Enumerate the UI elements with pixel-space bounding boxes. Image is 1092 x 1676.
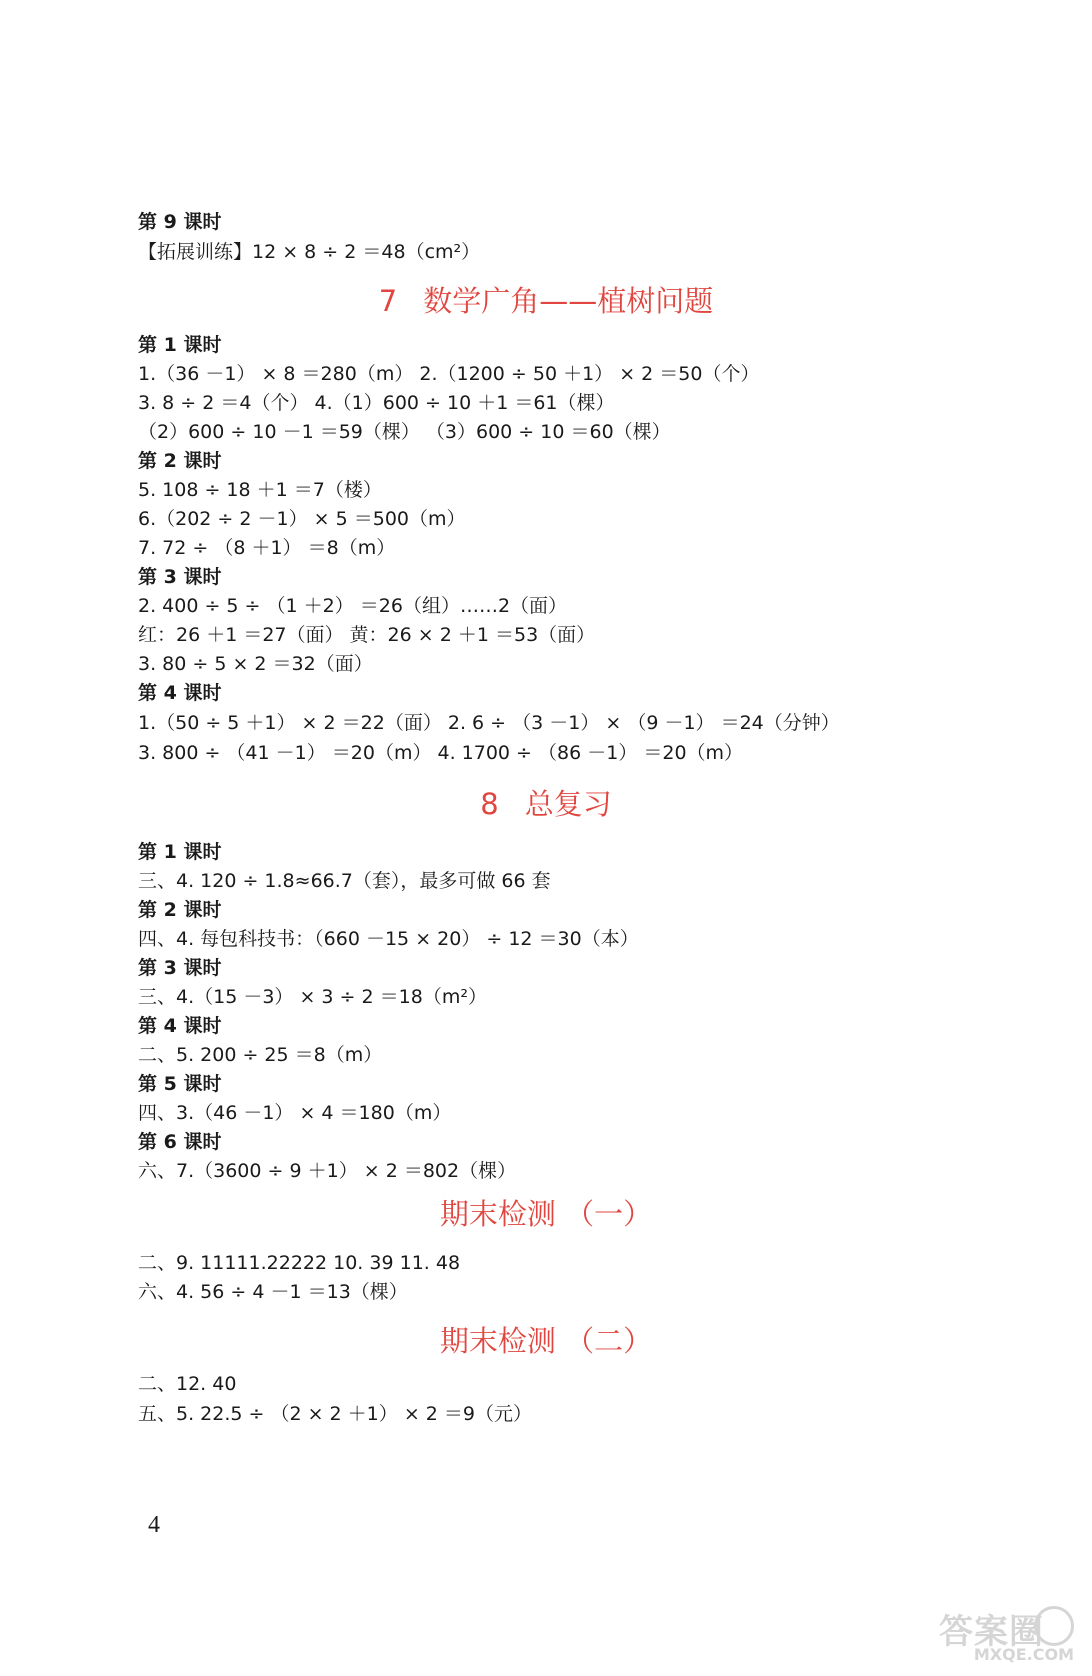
- s8-l4-line: 二、5. 200 ÷ 25 ＝8（m）: [138, 1044, 383, 1066]
- exam-2-heading: 期末检测 （二）: [439, 1324, 653, 1358]
- s7-l3-line-1: 2. 400 ÷ 5 ÷ （1 ＋2） ＝26（组）……2（面）: [138, 595, 568, 617]
- exam-1-line-2: 六、4. 56 ÷ 4 －1 ＝13（棵）: [138, 1281, 408, 1303]
- s8-lesson-3-title: 第 3 课时: [138, 957, 222, 979]
- exam-2-line-2: 五、5. 22.5 ÷ （2 × 2 ＋1） × 2 ＝9（元）: [138, 1403, 532, 1425]
- section-8-heading: [0, 786, 1092, 822]
- s7-l4-line-2: 3. 800 ÷ （41 －1） ＝20（m） 4. 1700 ÷ （86 －1） ＝20（m）: [138, 742, 744, 764]
- lesson-9-title: 第 9 课时: [138, 211, 222, 233]
- s8-lesson-4-title: 第 4 课时: [138, 1015, 222, 1037]
- s8-lesson-5-title: 第 5 课时: [138, 1073, 222, 1095]
- exam-1-heading: 期末检测 （一）: [439, 1197, 653, 1231]
- s8-lesson-1-title: 第 1 课时: [138, 841, 222, 863]
- s7-l3-line-2: 红：26 ＋1 ＝27（面） 黄：26 × 2 ＋1 ＝53（面）: [138, 624, 596, 646]
- s7-l1-line-3: （2）600 ÷ 10 －1 ＝59（棵） （3）600 ÷ 10 ＝60（棵）: [138, 421, 671, 443]
- s7-lesson-4-title: 第 4 课时: [138, 682, 222, 704]
- s7-l4-line-1: 1.（50 ÷ 5 ＋1） × 2 ＝22（面） 2. 6 ÷ （3 －1） × （9 －1） ＝24（分钟）: [138, 712, 840, 734]
- s8-l2-line: 四、4. 每包科技书：（660 －15 × 20） ÷ 12 ＝30（本）: [138, 928, 639, 950]
- page-number: 4: [148, 1512, 160, 1538]
- s8-lesson-6-title: 第 6 课时: [138, 1131, 222, 1153]
- s7-lesson-3-title: 第 3 课时: [138, 566, 222, 588]
- exam-1-line-1: 二、9. 11111.22222 10. 39 11. 48: [138, 1252, 461, 1274]
- s8-l6-line: 六、7.（3600 ÷ 9 ＋1） × 2 ＝802（棵）: [138, 1160, 517, 1182]
- section-7-title: 数学广角——植树问题: [423, 284, 714, 318]
- section-8-title: 总复习: [524, 787, 612, 821]
- s7-l1-line-1: 1.（36 －1） × 8 ＝280（m） 2.（1200 ÷ 50 ＋1） × 2 ＝50（个）: [138, 363, 760, 385]
- s8-lesson-2-title: 第 2 课时: [138, 899, 222, 921]
- s7-l1-line-2: 3. 8 ÷ 2 ＝4（个） 4.（1）600 ÷ 10 ＋1 ＝61（棵）: [138, 392, 615, 414]
- site-watermark-logo: [934, 1604, 1074, 1664]
- s7-l2-line-2: 6.（202 ÷ 2 －1） × 5 ＝500（m）: [138, 508, 466, 530]
- exam-2-line-1: 二、12. 40: [138, 1373, 237, 1395]
- s7-lesson-2-title: 第 2 课时: [138, 450, 222, 472]
- lesson-9-answer: 【拓展训练】12 × 8 ÷ 2 ＝48（cm²）: [138, 241, 481, 263]
- s8-l5-line: 四、3.（46 －1） × 4 ＝180（m）: [138, 1102, 452, 1124]
- section-7-number: 7: [378, 284, 398, 318]
- s8-l3-line: 三、4.（15 －3） × 3 ÷ 2 ＝18（m²）: [138, 986, 487, 1008]
- s7-l2-line-1: 5. 108 ÷ 18 ＋1 ＝7（楼）: [138, 479, 382, 501]
- watermark-brand: 答案圈: [939, 1612, 1044, 1652]
- s7-l3-line-3: 3. 80 ÷ 5 × 2 ＝32（面）: [138, 653, 373, 675]
- section-7-heading: [0, 283, 1092, 319]
- section-8-number: 8: [480, 787, 499, 821]
- s8-l1-line: 三、4. 120 ÷ 1.8≈66.7（套），最多可做 66 套: [138, 870, 551, 892]
- s7-lesson-1-title: 第 1 课时: [138, 334, 222, 356]
- watermark-site: MXQE.COM: [973, 1645, 1074, 1664]
- s7-l2-line-3: 7. 72 ÷ （8 ＋1） ＝8（m）: [138, 537, 396, 559]
